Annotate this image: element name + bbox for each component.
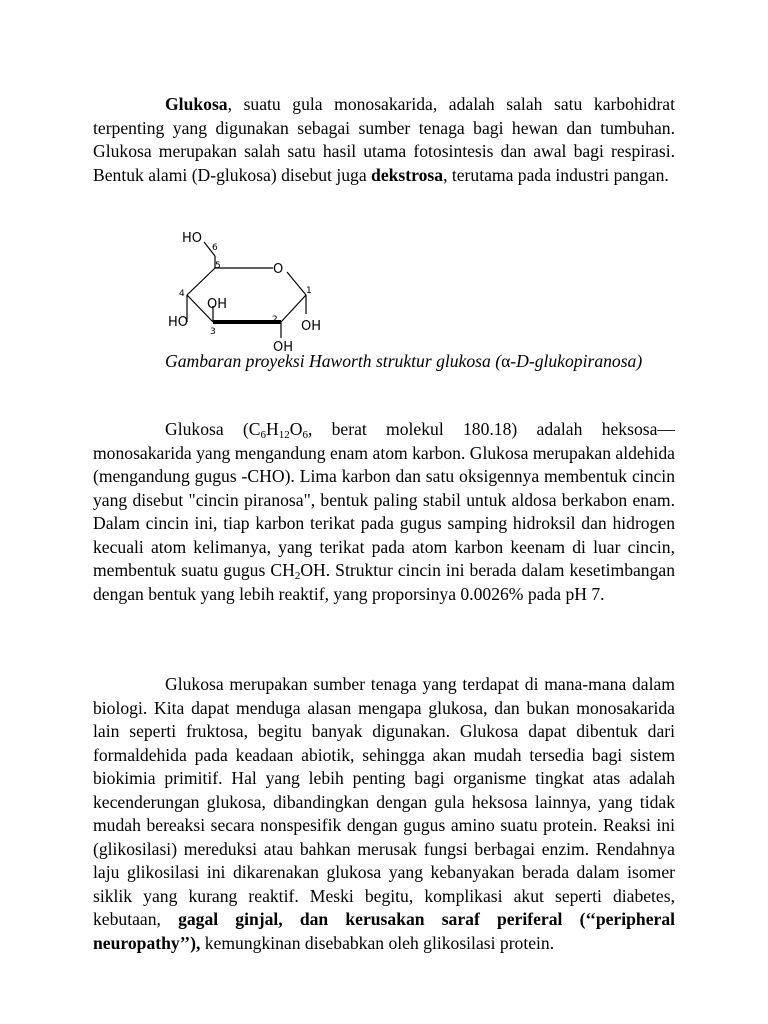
sub-c-6: 6 [260,429,267,441]
bio-tail: kemungkinan disebabkan oleh glikosilasi protein. [200,932,555,953]
label-n3: 3 [210,327,216,337]
bond-c1-c2 [281,295,306,322]
label-n2: 2 [272,315,278,325]
term-glukosa: Glukosa [165,94,228,114]
sub-h-12: 12 [278,429,290,441]
chem-text-3: O [289,419,303,439]
sub-o-6: 6 [302,429,308,441]
label-oh-2: OH [273,340,294,355]
term-dekstrosa: dekstrosa [371,164,444,185]
chem-text-4: , berat molekul 180.18) adalah heksosa—monosakarida yang mengandung enam atom karbon. Glukosa merupakan aldehida (mengandung gugus -CHO). Lima karbon dan satu oksigennya membentuk cincin yang disebut "cincin piranosa", bentuk paling stabil untuk aldosa berkabon enam. Dalam cincin ini, tiap karbon terikat pada gugus samping hidroksil dan hidrogen kecuali atom kelimanya, yang terikat pada atom karbon keenam di luar cincin, membentuk suatu gugus CH [93,419,675,580]
bond-c5-c4 [187,268,215,295]
chem-text-5: OH. Struktur cincin ini berada dalam kesetimbangan dengan bentuk yang lebih reaktif, yang proporsinya 0.0026% pada pH 7. [93,560,676,604]
chem-text-1: Glukosa (C [165,419,261,439]
caption-alpha: α [501,351,511,371]
label-ho-4: HO [168,315,189,330]
label-n4: 4 [179,289,185,299]
bio-bold-text: gagal ginjal, dan kerusakan saraf periferal (‘‘peripheral neuropathy’’), [93,909,675,953]
chemistry-paragraph [93,418,675,606]
bond-o-c1 [287,272,306,295]
label-ring-o: O [273,262,284,277]
label-n5: 5 [215,261,221,271]
glucose-haworth-structure [160,222,340,356]
label-oh-ring: OH [207,297,228,312]
sub-ch2: 2 [294,570,301,582]
label-n6: 6 [212,243,218,253]
intro-paragraph [93,93,675,187]
label-ho-6: HO [182,231,203,246]
figure-caption [93,350,675,374]
biology-paragraph [93,673,675,955]
intro-text-2: , terutama pada industri pangan. [443,164,669,185]
chem-text-2: H [266,419,279,439]
bio-text: Glukosa merupakan sumber tenaga yang terdapat di mana-mana dalam biologi. Kita dapat menduga alasan mengapa glukosa, dan bukan monosakarida lain seperti fruktosa, begitu banyak digunakan. Glukosa dapat dibentuk dari formaldehida pada keadaan abiotik, sehingga akan mudah tersedia bagi sistem biokimia primitif. Hal yang lebih penting bagi organisme tingkat atas adalah kecenderungan glukosa, dibandingkan dengan gula heksosa lainnya, yang tidak mudah bereaksi secara nonspesifik dengan gugus amino suatu protein. Reaksi ini (glikosilasi) mereduksi atau bahkan merusak fungsi berbagai enzim. Rendahnya laju glikosilasi ini dikarenakan glukosa yang kebanyakan berada dalam isomer siklik yang kurang reaktif. Meski begitu, komplikasi akut seperti diabetes, kebutaan, [93,674,675,929]
label-n1: 1 [306,286,312,296]
intro-text-1: , suatu gula monosakarida, adalah salah satu karbohidrat terpenting yang digunakan sebagai sumber tenaga bagi hewan dan tumbuhan. Glukosa merupakan salah satu hasil utama fotosintesis dan awal bagi respirasi. Bentuk alami (D-glukosa) disebut juga [93,94,675,185]
caption-part-1: Gambaran proyeksi Haworth struktur glukosa ( [165,351,502,371]
caption-part-2: -D-glukopiranosa) [510,351,643,371]
label-oh-1: OH [301,319,322,334]
